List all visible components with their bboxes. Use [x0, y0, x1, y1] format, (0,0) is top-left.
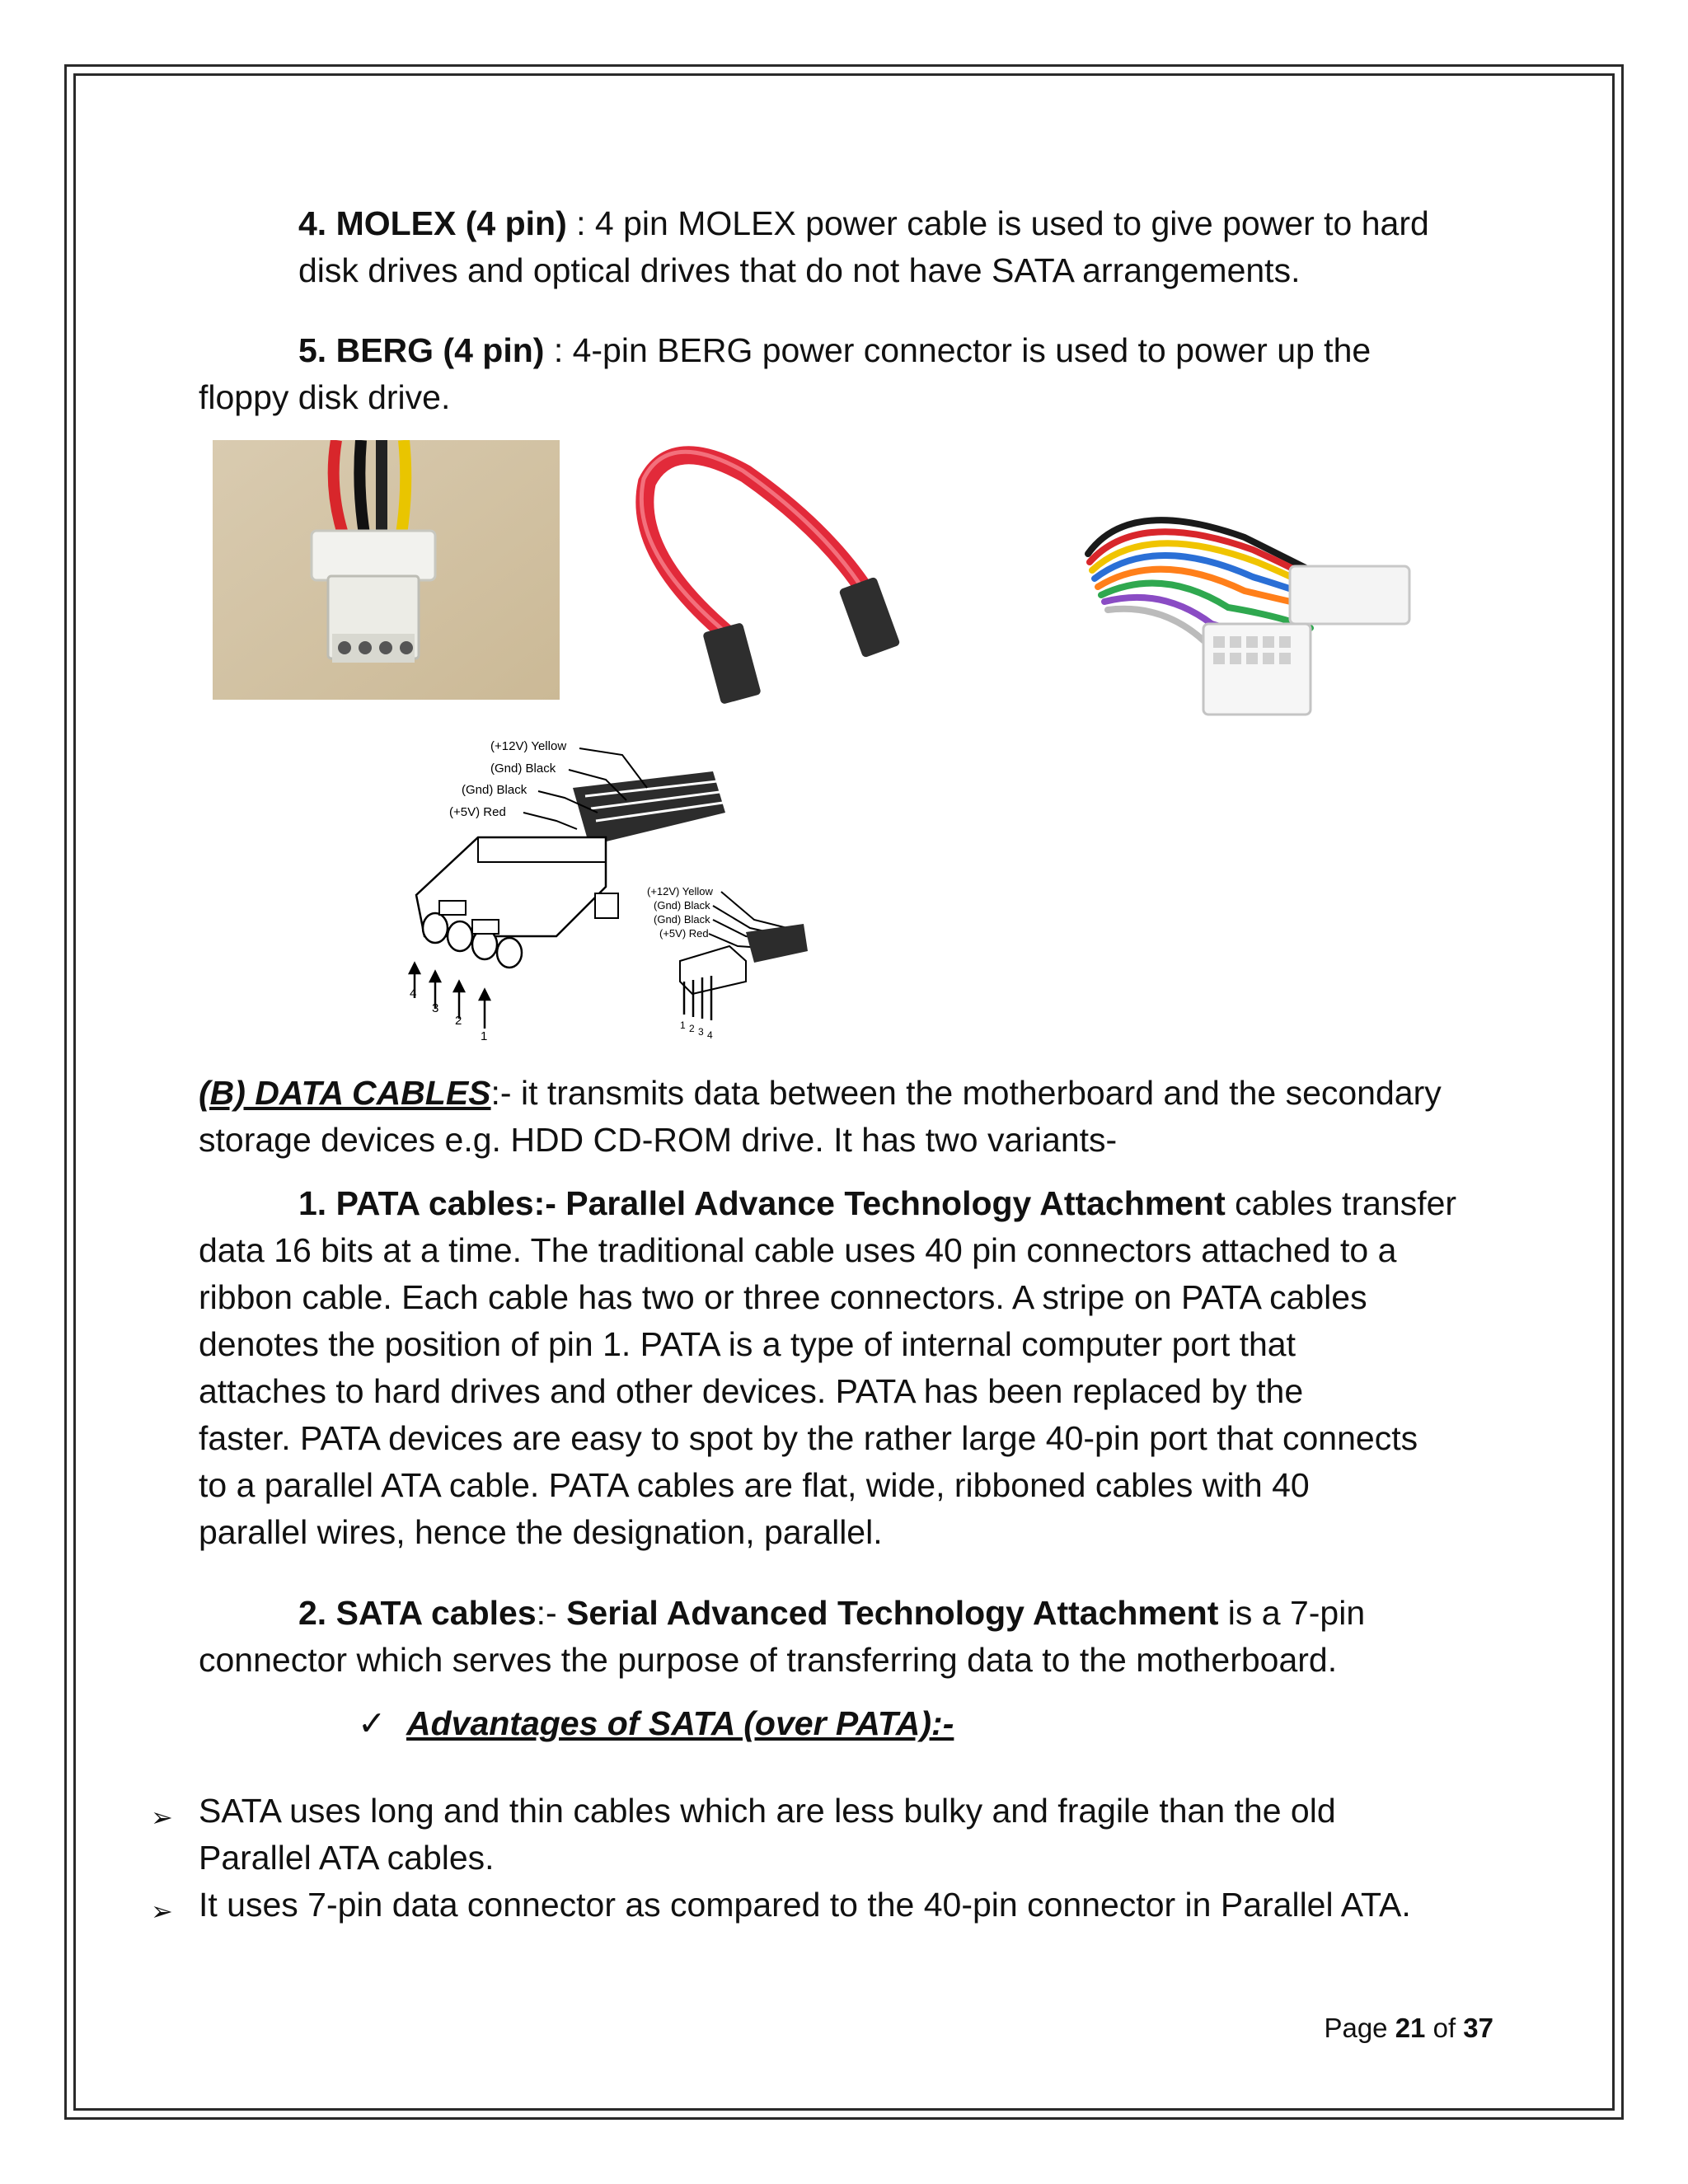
sata-sep: :- [536, 1594, 567, 1632]
pata-line-1 [298, 1180, 1456, 1227]
molex-text: : 4 pin MOLEX power cable is used to give power to hard [566, 204, 1429, 242]
data-cables-line-2: storage devices e.g. HDD CD-ROM drive. It has two variants- [199, 1121, 1118, 1159]
molex-pin-3: 3 [432, 1001, 439, 1015]
berg-pin-2: 2 [689, 1023, 695, 1034]
atx-power-cable-photo [1080, 504, 1426, 727]
advantages-heading [406, 1700, 954, 1747]
pata-title: 1. PATA cables:- Parallel Advance Technology Attachment [298, 1184, 1226, 1222]
molex-line-1 [298, 200, 1429, 247]
data-cables-heading: (B) DATA CABLES [199, 1074, 491, 1112]
berg-title: 5. BERG (4 pin) [298, 331, 545, 369]
molex-label-gnd-2: (Gnd) Black [462, 783, 528, 797]
advantage-1-line-1: SATA uses long and thin cables which are less bulky and fragile than the old [199, 1792, 1336, 1830]
sata-fullname: Serial Advanced Technology Attachment [566, 1594, 1219, 1632]
berg-text: : 4-pin BERG power connector is used to power up the [544, 331, 1372, 369]
molex-connector-photo [213, 440, 560, 700]
sata-title: 2. SATA cables [298, 1594, 537, 1632]
advantage-1-line-2: Parallel ATA cables. [199, 1839, 495, 1877]
total-pages: 37 [1463, 2013, 1493, 2043]
advantage-2-line-1: It uses 7-pin data connector as compared to the 40-pin connector in Parallel ATA. [199, 1886, 1411, 1924]
arrow-bullet-icon: ➢ [151, 1802, 173, 1832]
pata-text-1: cables transfer [1225, 1184, 1457, 1222]
pata-line-6: faster. PATA devices are easy to spot by the rather large 40-pin port that connects [199, 1419, 1418, 1457]
molex-pin-4: 4 [410, 987, 417, 1001]
pata-line-4: denotes the position of pin 1. PATA is a type of internal computer port that [199, 1325, 1296, 1363]
berg-line-1 [298, 327, 1371, 374]
sata-line-1 [298, 1590, 1365, 1637]
berg-line-2: floppy disk drive. [199, 378, 451, 416]
sata-text-1: is a 7-pin [1218, 1594, 1366, 1632]
berg-label-gnd-1: (Gnd) Black [654, 899, 710, 912]
current-page: 21 [1395, 2013, 1426, 2043]
page-number [1324, 2013, 1493, 2044]
pata-line-3: ribbon cable. Each cable has two or three connectors. A stripe on PATA cables [199, 1278, 1367, 1316]
berg-pin-4: 4 [707, 1029, 713, 1041]
data-cables-text: :- it transmits data between the motherboard and the secondary [490, 1074, 1442, 1112]
data-cables-line-1 [199, 1070, 1442, 1117]
sata-line-2: connector which serves the purpose of transferring data to the motherboard. [199, 1641, 1338, 1679]
of-word: of [1425, 2013, 1464, 2043]
molex-line-2: disk drives and optical drives that do not have SATA arrangements. [298, 251, 1301, 289]
pata-line-8: parallel wires, hence the designation, parallel. [199, 1513, 883, 1551]
berg-label-5v: (+5V) Red [659, 927, 709, 940]
pata-line-2: data 16 bits at a time. The traditional cable uses 40 pin connectors attached to a [199, 1231, 1397, 1269]
pata-line-5: attaches to hard drives and other devices. PATA has been replaced by the [199, 1372, 1304, 1410]
checkmark-icon: ✓ [358, 1704, 387, 1742]
molex-label-5v: (+5V) Red [449, 805, 506, 819]
molex-label-12v: (+12V) Yellow [490, 739, 567, 753]
berg-pin-3: 3 [698, 1026, 704, 1038]
molex-title: 4. MOLEX (4 pin) [298, 204, 567, 242]
pata-line-7: to a parallel ATA cable. PATA cables are flat, wide, ribboned cables with 40 [199, 1466, 1310, 1504]
molex-pin-2: 2 [455, 1014, 462, 1028]
berg-label-gnd-2: (Gnd) Black [654, 913, 710, 926]
sata-cable-photo [614, 441, 927, 709]
advantages-heading-text: Advantages of SATA (over PATA):- [406, 1704, 954, 1742]
molex-label-gnd-1: (Gnd) Black [490, 762, 556, 776]
power-connector-pinout-diagram [400, 730, 812, 1047]
arrow-bullet-icon: ➢ [151, 1896, 173, 1926]
berg-label-12v: (+12V) Yellow [647, 885, 713, 898]
berg-pin-1: 1 [680, 1019, 686, 1031]
page-word: Page [1324, 2013, 1395, 2043]
molex-pin-1: 1 [481, 1029, 488, 1043]
